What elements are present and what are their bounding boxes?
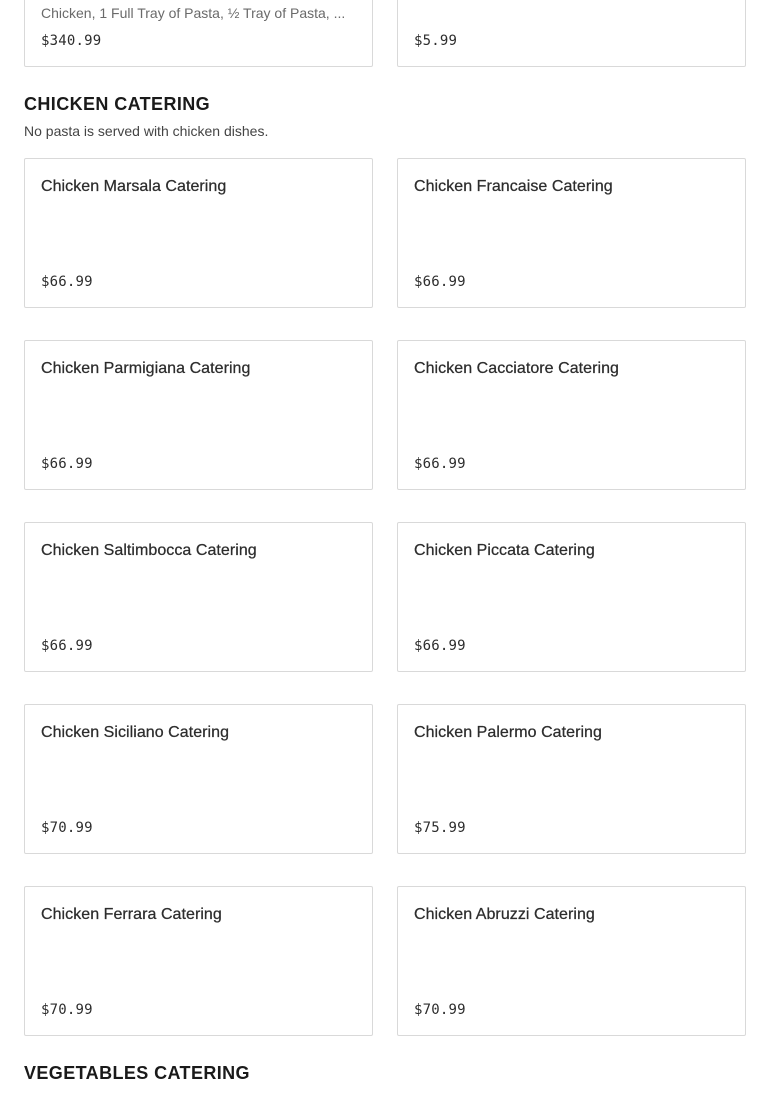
menu-item-card[interactable] [24, 886, 373, 1036]
menu-item-card[interactable] [397, 522, 746, 672]
menu-item-price: $75.99 [414, 820, 466, 836]
menu-item-name: Chicken Cacciatore Catering [414, 360, 619, 377]
section-title: VEGETABLES CATERING [24, 1063, 250, 1083]
menu-item-card[interactable] [397, 704, 746, 854]
menu-item-price: $66.99 [41, 274, 93, 290]
menu-item-name: Chicken Siciliano Catering [41, 724, 230, 741]
menu-item-name: Chicken Abruzzi Catering [414, 906, 595, 923]
previous-section-grid [24, 0, 746, 67]
menu-item-price: $66.99 [414, 274, 466, 290]
menu-item-card[interactable] [24, 704, 373, 854]
menu-item-card[interactable] [24, 522, 373, 672]
menu-item-price: $340.99 [41, 33, 102, 49]
menu-item-card[interactable] [397, 158, 746, 308]
menu-item-name: Chicken Saltimbocca Catering [41, 542, 257, 559]
menu-item-name: Chicken Palermo Catering [414, 724, 602, 741]
menu-item-name: Chicken Ferrara Catering [41, 906, 222, 923]
vegetables-catering-section-header [24, 1062, 770, 1084]
menu-item-price: $70.99 [41, 1002, 93, 1018]
menu-item-card[interactable] [24, 0, 373, 67]
chicken-catering-section-header [24, 93, 770, 141]
menu-item-price: $66.99 [414, 456, 466, 472]
menu-item-name: Chicken Parmigiana Catering [41, 360, 251, 377]
section-title: CHICKEN CATERING [24, 94, 211, 114]
menu-item-name: Chicken Francaise Catering [414, 178, 613, 195]
section-description: No pasta is served with chicken dishes. [24, 123, 269, 139]
menu-item-card[interactable] [397, 886, 746, 1036]
menu-item-description: Chicken, 1 Full Tray of Pasta, ½ Tray of Pasta, ... [41, 5, 346, 21]
menu-item-card[interactable] [24, 158, 373, 308]
menu-item-name: Chicken Piccata Catering [414, 542, 595, 559]
menu-item-price: $66.99 [41, 638, 93, 654]
menu-item-name: Chicken Marsala Catering [41, 178, 227, 195]
menu-item-card[interactable] [24, 340, 373, 490]
menu-item-price: $70.99 [41, 820, 93, 836]
menu-item-card[interactable] [397, 340, 746, 490]
menu-item-price: $66.99 [41, 456, 93, 472]
menu-item-price: $66.99 [414, 638, 466, 654]
menu-item-price: $5.99 [414, 33, 458, 49]
chicken-items-grid [24, 158, 746, 1036]
menu-item-price: $70.99 [414, 1002, 466, 1018]
menu-item-card[interactable] [397, 0, 746, 67]
